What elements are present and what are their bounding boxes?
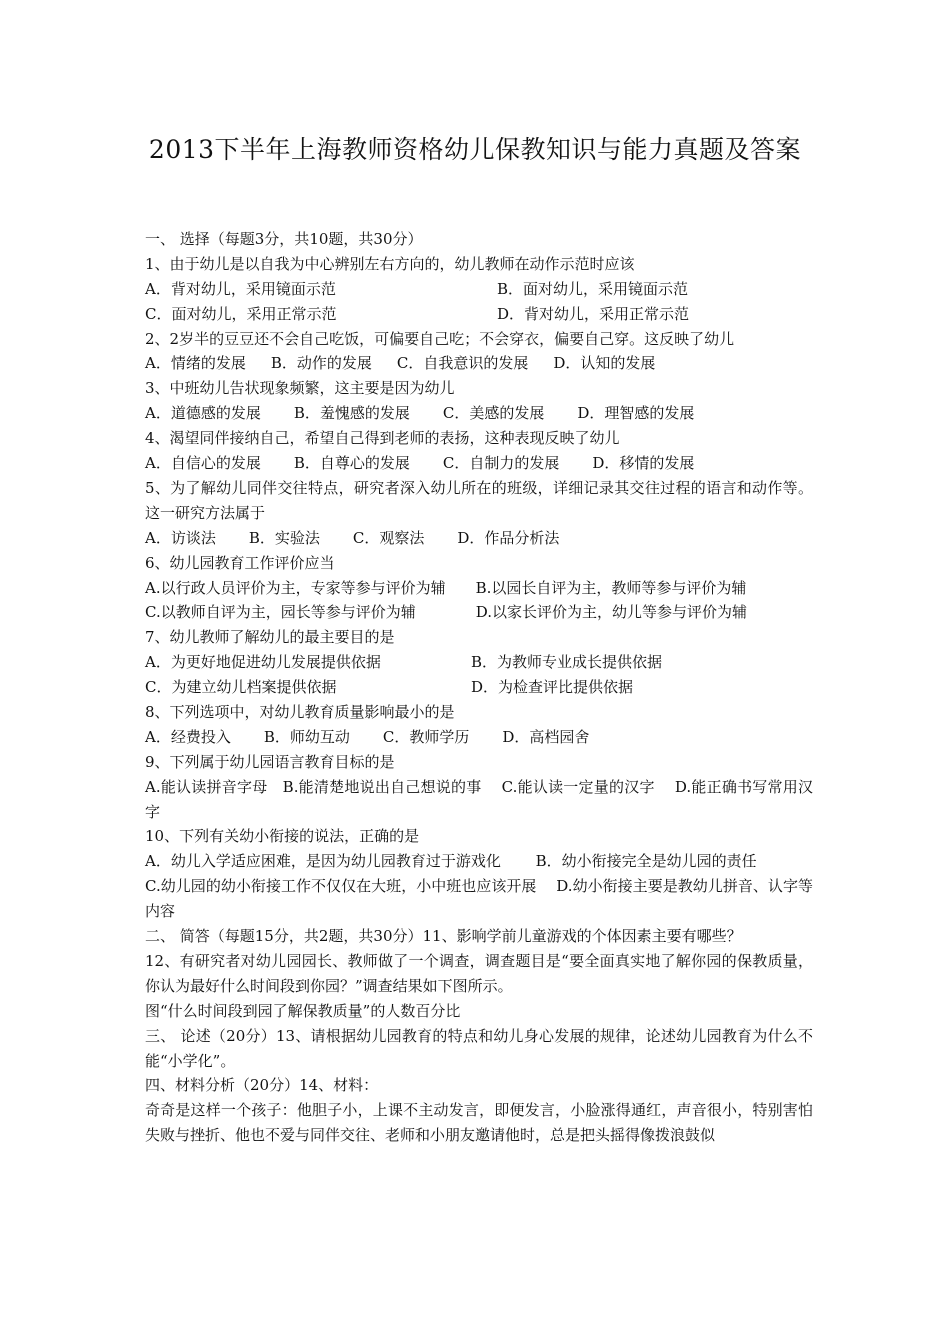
figure-caption: 图“什么时间段到园了解保教质量”的人数百分比 [145,1001,461,1020]
question-stem: 2、2岁半的豆豆还不会自己吃饭，可偏要自己吃；不会穿衣，偏要自己穿。这反映了幼儿 [145,329,735,348]
option-b: B．羞愧感的发展 [293,404,410,423]
option-a: A．背对幼儿，采用镜面示范 [145,279,336,298]
option-d: D．作品分析法 [457,528,560,547]
option-b: B．自尊心的发展 [293,454,410,473]
option-d: D．高档园舍 [502,727,590,746]
question-stem: 6、幼儿园教育工作评价应当 [145,553,335,572]
section-heading: 一、 选择（每题3分，共10题，共30分） [145,230,423,248]
question-stem: 5、为了解幼儿同伴交往特点，研究者深入幼儿所在的班级，详细记录其交往过程的语言和动作等。这一研究方法属于 [145,478,813,522]
option-list: A.能认读拼音字母 B.能清楚地说出自己想说的事 C.能认读一定量的汉字 D.能正确书写常用汉字 [145,777,813,821]
option-row [145,675,813,700]
option-row [145,526,813,551]
option-b: B．为教师专业成长提供依据 [471,653,663,672]
option-c: C．自我意识的发展 [396,354,529,373]
option-b: B．师幼互动 [263,727,350,746]
option-row [145,401,813,426]
option-a: A．情绪的发展 [145,354,246,373]
document-body [145,227,813,1148]
option-a: A．访谈法 [145,528,216,547]
option-pair: A．幼儿入学适应困难，是因为幼儿园教育过于游戏化 B．幼小衔接完全是幼儿园的责任 [145,852,757,871]
question-stem: 8、下列选项中，对幼儿教育质量影响最小的是 [145,702,455,721]
question-text: 12、有研究者对幼儿园园长、教师做了一个调查，调查题目是“要全面真实地了解你园的保教质量，你认为最好什么时间段到你园？”调查结果如下图所示。 [145,951,813,995]
option-c: C．观察法 [352,528,425,547]
section-heading: 四、材料分析（20分）14、材料： [145,1076,379,1095]
question-stem: 4、渴望同伴接纳自己，希望自己得到老师的表扬，这种表现反映了幼儿 [145,429,620,448]
option-c: C．面对幼儿，采用正常示范 [145,304,337,323]
page-title: 2013下半年上海教师资格幼儿保教知识与能力真题及答案 [148,135,802,164]
question-stem: 10、下列有关幼小衔接的说法，正确的是 [145,827,420,846]
option-d: D．为检查评比提供依据 [471,678,634,697]
option-a: A．自信心的发展 [145,454,261,473]
option-pair: C.以教师自评为主，园长等参与评价为辅 D.以家长评价为主，幼儿等参与评价为辅 [145,603,747,622]
option-d: D．认知的发展 [553,354,656,373]
option-d: D．理智感的发展 [577,404,695,423]
option-d: D．移情的发展 [592,454,695,473]
option-row [145,277,813,302]
material-text: 奇奇是这样一个孩子：他胆子小，上课不主动发言，即便发言，小脸涨得通红，声音很小，特别害怕失败与挫折、他也不爱与同伴交往、老师和小朋友邀请他时，总是把头摇得像拨浪鼓似 [145,1101,813,1145]
option-c: C．为建立幼儿档案提供依据 [145,678,337,697]
option-a: A．经费投入 [145,727,231,746]
section-heading: 三、 论述（20分）13、请根据幼儿园教育的特点和幼儿身心发展的规律，论述幼儿园教育为什么不能“小学化”。 [145,1026,813,1070]
option-d: D．背对幼儿，采用正常示范 [497,304,690,323]
option-row [145,725,813,750]
option-b: B．动作的发展 [270,354,372,373]
option-pair: C.幼儿园的幼小衔接工作不仅仅在大班，小中班也应该开展 D.幼小衔接主要是教幼儿拼音、认字等内容 [145,877,813,921]
option-c: C．美感的发展 [442,404,545,423]
option-row [145,302,813,327]
option-c: C．教师学历 [382,727,470,746]
option-row [145,351,813,376]
question-stem: 9、下列属于幼儿园语言教育目标的是 [145,752,395,771]
question-stem: 1、由于幼儿是以自我为中心辨别左右方向的，幼儿教师在动作示范时应该 [145,254,635,273]
option-c: C．自制力的发展 [442,454,560,473]
option-a: A．为更好地促进幼儿发展提供依据 [145,653,381,672]
option-row [145,451,813,476]
option-row [145,650,813,675]
option-pair: A.以行政人员评价为主，专家等参与评价为辅 B.以园长自评为主，教师等参与评价为辅 [145,578,747,597]
question-stem: 7、幼儿教师了解幼儿的最主要目的是 [145,628,395,647]
option-b: B．实验法 [248,528,320,547]
option-a: A．道德感的发展 [145,404,261,423]
question-stem: 3、中班幼儿告状现象频繁，这主要是因为幼儿 [145,379,455,398]
section-heading: 二、 简答（每题15分，共2题，共30分）11、影响学前儿童游戏的个体因素主要有哪些？ [145,927,742,946]
option-b: B．面对幼儿，采用镜面示范 [497,279,689,298]
